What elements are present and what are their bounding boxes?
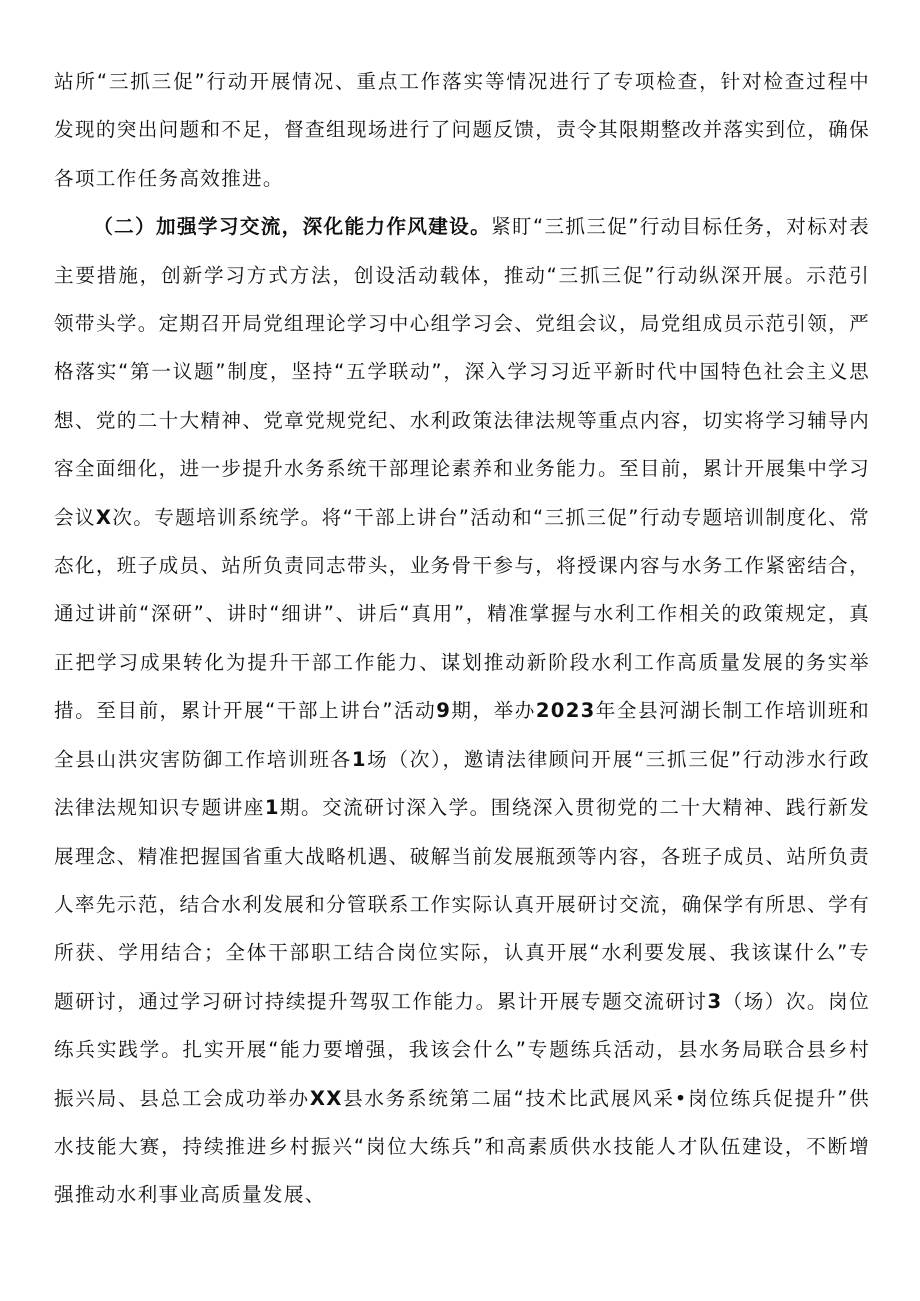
body-text: 期，举办 xyxy=(451,699,536,723)
body-text: （场）次。岗位练兵实践学。扎实开展“能力要增强，我该会什么”专题练兵活动，县水务局联合县乡村振兴局、县总工会成功举办 xyxy=(54,989,870,1110)
count-value: 1 xyxy=(351,747,367,771)
count-value: 3 xyxy=(707,989,723,1013)
body-text: 紧盯“三抓三促”行动目标任务，对标对表主要措施，创新学习方式方法，创设活动载体，推动“三抓三促”行动纵深开展。示范引领带头学。定期召开局党组理论学习中心组学习会、党组会议，局党组成员示范引领，严格落实“第一议题”制度，坚持“五学联动”，深入学习习近平新时代中国特色社会主义思想、党的二十大精神、党章党规党纪、水利政策法律法规等重点内容，切实将学习辅导内容全面细化，进一步提升水务系统干部理论素养和业务能力。至目前，累计开展集中学习会议 xyxy=(54,215,870,529)
paragraph-1-text: 站所“三抓三促”行动开展情况、重点工作落实等情况进行了专项检查，针对检查过程中发现的突出问题和不足，督查组现场进行了问题反馈，责令其限期整改并落实到位，确保各项工作任务高效推进。 xyxy=(54,70,870,190)
body-text: 次。专题培训系统学。将“干部上讲台”活动和“三抓三促”行动专题培训制度化、常态化，班子成员、站所负责同志带头，业务骨干参与，将授课内容与水务工作紧密结合，通过讲前“深研”、讲时“细讲”、讲后“真用”，精准掌握与水利工作相关的政策规定，真正把学习成果转化为提升干部工作能力、谋划推动新阶段水利工作高质量发展的务实举措。至目前，累计开展“干部上讲台”活动 xyxy=(54,505,870,723)
county-placeholder: XX xyxy=(309,1086,343,1110)
count-value: X xyxy=(95,505,113,529)
section-heading: （二）加强学习交流，深化能力作风建设。 xyxy=(93,215,492,239)
count-value: 1 xyxy=(264,796,280,820)
document-page xyxy=(54,58,870,1220)
body-text: 年全县河湖长制工作培训班和全县山洪灾害防御工作培训班各 xyxy=(54,699,870,771)
body-text: 县水务系统第二届“技术比武展风采•岗位练兵促提升”供水技能大赛，持续推进乡村振兴“岗位大练兵”和高素质供水技能人才队伍建设，不断增强推动水利事业高质量发展、 xyxy=(54,1086,870,1207)
body-text: 期。交流研讨深入学。围绕深入贯彻党的二十大精神、践行新发展理念、精准把握国省重大战略机遇、破解当前发展瓶颈等内容，各班子成员、站所负责人率先示范，结合水利发展和分管联系工作实际认真开展研讨交流，确保学有所思、学有所获、学用结合；全体干部职工结合岗位实际，认真开展“水利要发展、我该谋什么”专题研讨，通过学习研讨持续提升驾驭工作能力。累计开展专题交流研讨 xyxy=(54,796,871,1013)
body-text: 场（次），邀请法律顾问开展“三抓三促”行动涉水行政法律法规知识专题讲座 xyxy=(54,747,870,820)
paragraph-continued xyxy=(54,58,870,203)
paragraph-section-2 xyxy=(54,203,870,1220)
year-value: 2023 xyxy=(535,699,596,723)
count-value: 9 xyxy=(436,699,452,723)
